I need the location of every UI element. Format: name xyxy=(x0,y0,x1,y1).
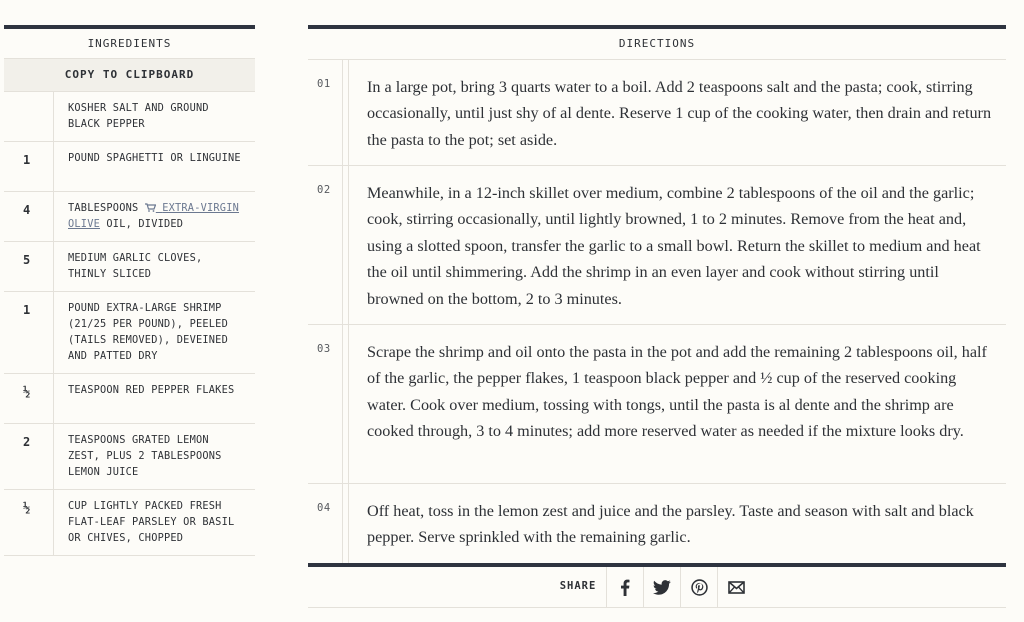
ingredient-quantity xyxy=(4,92,54,141)
step-number: 02 xyxy=(308,166,343,324)
ingredient-quantity: 1 xyxy=(4,142,54,191)
step-text: Meanwhile, in a 12-inch skillet over medium, combine 2 tablespoons of the oil and the garlic; cook, stirring occasionally, until lightly browned, 1 to 2 minutes. Remove from the heat and, using a slotted spoon, transfer the garlic to a small bowl. Return the skillet to medium and heat the oil until shimmering. Add the shrimp in an even layer and cook without stirring until browned on the bottom, 2 to 3 minutes. xyxy=(367,184,981,308)
ingredient-text-post: OIL, DIVIDED xyxy=(100,218,184,230)
share-facebook-button[interactable] xyxy=(606,567,643,607)
step-number: 04 xyxy=(308,484,343,564)
ingredient-row xyxy=(4,242,255,292)
ingredient-row xyxy=(4,424,255,490)
ingredient-quantity: 5 xyxy=(4,242,54,291)
ingredient-row xyxy=(4,192,255,242)
ingredient-text: KOSHER SALT AND GROUND BLACK PEPPER xyxy=(68,102,209,130)
ingredient-quantity: 2 xyxy=(4,424,54,489)
direction-step xyxy=(308,60,1006,166)
ingredient-text: TEASPOON RED PEPPER FLAKES xyxy=(68,384,235,396)
shop-olive-oil-link-label[interactable]: EXTRA-VIRGIN OLIVE xyxy=(68,202,239,230)
twitter-icon xyxy=(653,580,671,595)
pinterest-icon xyxy=(691,579,708,596)
ingredient-quantity: ½ xyxy=(4,490,54,555)
ingredients-panel xyxy=(4,25,255,556)
step-text: In a large pot, bring 3 quarts water to a boil. Add 2 teaspoons salt and the pasta; cook, stirring occasionally, until just shy of al dente. Reserve 1 cup of the cooking water, then drain and return the pasta to the pot; set aside. xyxy=(367,78,992,149)
ingredient-text xyxy=(54,192,255,241)
ingredient-quantity: 1 xyxy=(4,292,54,373)
step-text: Off heat, toss in the lemon zest and juice and the parsley. Taste and season with salt and black pepper. Serve sprinkled with the remaining garlic. xyxy=(367,502,974,547)
step-text: Scrape the shrimp and oil onto the pasta in the pot and add the remaining 2 tablespoons oil, half of the garlic, the pepper flakes, 1 teaspoon black pepper and ½ cup of the reserved cooking water. Cook over medium, tossing with tongs, until the pasta is al dente and the shrimp are cooked through, 3 to 4 minutes; add more reserved water as needed if the mixture looks dry. xyxy=(367,343,987,441)
ingredient-row xyxy=(4,292,255,374)
direction-step xyxy=(308,325,1006,484)
direction-step xyxy=(308,166,1006,325)
ingredient-text-pre: TABLESPOONS xyxy=(68,202,145,214)
ingredient-text: MEDIUM GARLIC CLOVES, THINLY SLICED xyxy=(68,252,203,280)
ingredient-row xyxy=(4,374,255,424)
ingredient-quantity: 4 xyxy=(4,192,54,241)
ingredient-text: POUND SPAGHETTI OR LINGUINE xyxy=(68,152,241,164)
copy-to-clipboard-button[interactable]: COPY TO CLIPBOARD xyxy=(4,59,255,92)
step-number: 01 xyxy=(308,60,343,165)
facebook-icon xyxy=(620,579,630,596)
share-twitter-button[interactable] xyxy=(643,567,680,607)
ingredient-row xyxy=(4,490,255,556)
ingredients-title: INGREDIENTS xyxy=(4,29,255,59)
ingredient-row xyxy=(4,142,255,192)
cart-icon xyxy=(145,203,156,212)
directions-panel xyxy=(308,25,1006,564)
share-pinterest-button[interactable] xyxy=(680,567,717,607)
ingredient-quantity: ½ xyxy=(4,374,54,423)
email-icon xyxy=(728,581,745,594)
ingredient-row xyxy=(4,92,255,142)
ingredient-text: TEASPOONS GRATED LEMON ZEST, PLUS 2 TABLESPOONS LEMON JUICE xyxy=(68,434,222,478)
directions-title: DIRECTIONS xyxy=(308,29,1006,60)
share-bar xyxy=(308,563,1006,608)
share-label: SHARE xyxy=(559,580,597,592)
share-email-button[interactable] xyxy=(717,567,754,607)
ingredient-text: CUP LIGHTLY PACKED FRESH FLAT-LEAF PARSLEY OR BASIL OR CHIVES, CHOPPED xyxy=(68,500,235,544)
step-number: 03 xyxy=(308,325,343,483)
direction-step xyxy=(308,484,1006,564)
ingredient-text: POUND EXTRA-LARGE SHRIMP (21/25 PER POUND), PEELED (TAILS REMOVED), DEVEINED AND PATTED DRY xyxy=(68,302,228,362)
